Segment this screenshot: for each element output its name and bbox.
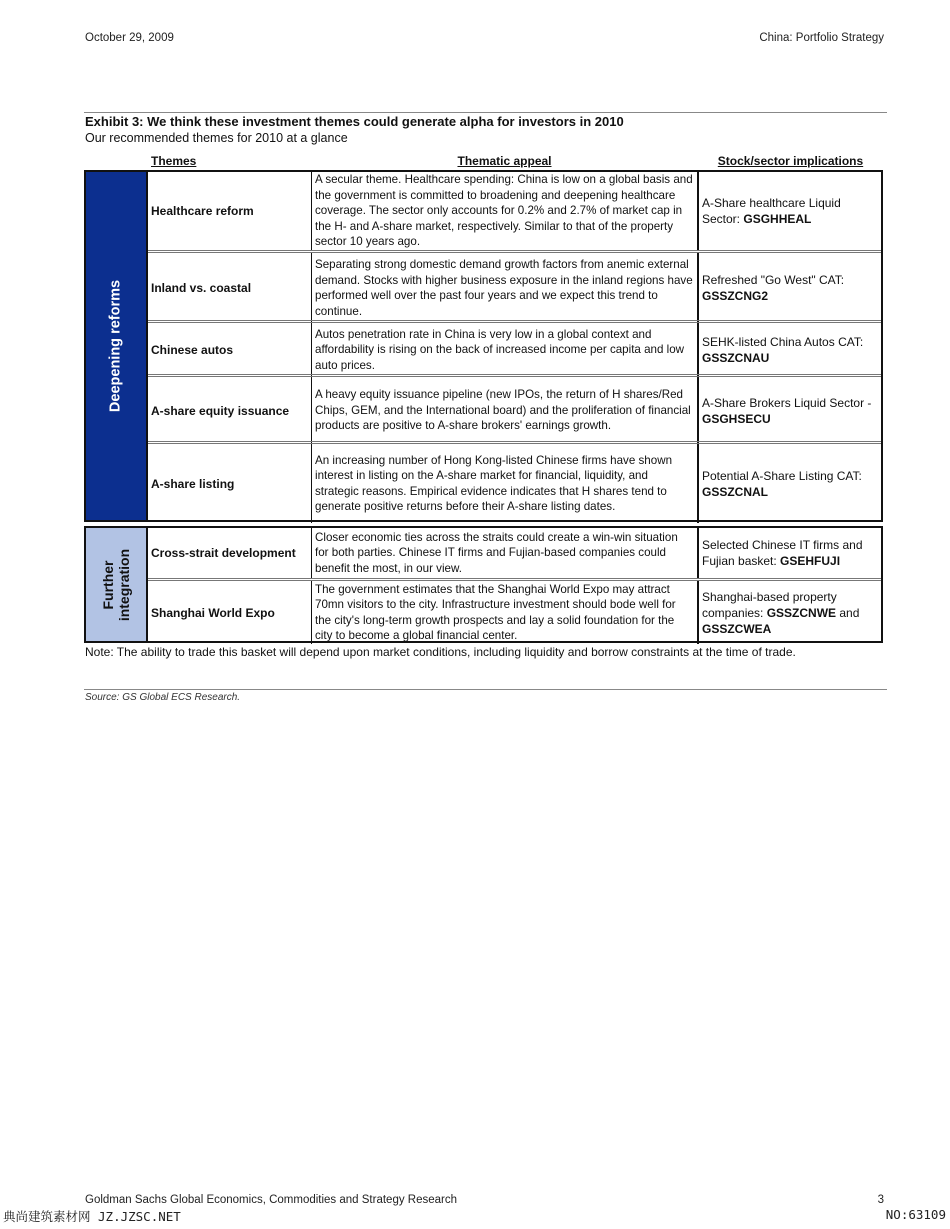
table-row — [148, 250, 881, 323]
thematic-appeal: Autos penetration rate in China is very low in a global context and affordability is rising on the back of increased income per capita and low auto prices. — [312, 323, 699, 377]
theme-name: Chinese autos — [148, 323, 312, 377]
thematic-appeal: The government estimates that the Shanghai World Expo may attract 70mn visitors to the city. Infrastructure investment should bode well for the city's long-term growth prospects and lay a solid foundation for the city to become a global financial center. — [312, 581, 699, 644]
stock-implication — [699, 172, 881, 250]
basket-code: GSEHFUJI — [780, 554, 841, 568]
implication-text: Potential A-Share Listing CAT: — [702, 468, 862, 483]
table-row — [148, 578, 881, 644]
group-label-cell — [86, 172, 148, 520]
theme-name: Shanghai World Expo — [148, 581, 312, 644]
thematic-appeal: A secular theme. Healthcare spending: China is low on a global basis and the government is committed to broadening and deepening healthcare coverage. The sector only accounts for 0.2% and 2.7% of market cap in the H- and A-share market, respectively. Similar to that of the property sector 10 years ago. — [312, 172, 699, 250]
table-row — [148, 374, 881, 444]
basket-code: GSSZCNWE — [766, 605, 837, 620]
implication-text: SEHK-listed China Autos CAT: — [702, 335, 864, 349]
group-label: Further integration — [99, 548, 132, 621]
theme-name: Cross-strait development — [148, 528, 312, 578]
thematic-appeal: An increasing number of Hong Kong-listed Chinese firms have shown interest in listing on the A-share market for financial, liquidity, and strategic reasons. Empirical evidence indicates that H shares tend to generate positive returns before their A-share listing dates. — [312, 444, 699, 523]
basket-code: GSSZCWEA — [702, 621, 772, 636]
column-header-themes: Themes — [151, 154, 197, 168]
top-rule — [84, 112, 887, 113]
bottom-rule — [84, 689, 887, 690]
exhibit-title: Exhibit 3: We think these investment themes could generate alpha for investors in 2010 — [85, 114, 624, 129]
table-row — [148, 441, 881, 523]
implication-text: A-Share healthcare Liquid Sector: — [702, 196, 841, 226]
stock-implication — [699, 323, 881, 377]
theme-name: Healthcare reform — [148, 172, 312, 250]
group-label-cell — [86, 528, 148, 641]
page-number: 3 — [877, 1194, 884, 1206]
column-header-appeal: Thematic appeal — [457, 154, 552, 168]
implication-text: Shanghai-based property companies: — [702, 589, 837, 620]
table-group-further-integration — [84, 526, 883, 643]
implication-text: Refreshed "Go West" CAT: — [702, 273, 845, 287]
header-report-title: China: Portfolio Strategy — [759, 32, 884, 44]
basket-code: GSSZCNAL — [702, 484, 768, 499]
implication-text: A-Share Brokers Liquid Sector - — [702, 395, 872, 410]
stock-implication: Shanghai-based property companies: GSSZCNWE and GSSZCWEA — [702, 589, 860, 636]
basket-code: GSGHHEAL — [743, 212, 812, 226]
basket-code: GSSZCNG2 — [702, 289, 769, 303]
exhibit-subtitle: Our recommended themes for 2010 at a glance — [85, 131, 348, 145]
theme-name: Inland vs. coastal — [148, 253, 312, 323]
table-group-deepening-reforms — [84, 170, 883, 522]
theme-name: A-share listing — [148, 444, 312, 523]
stock-implication — [699, 253, 881, 323]
stock-implication — [699, 377, 881, 444]
thematic-appeal: Closer economic ties across the straits could create a win-win situation for both parties. Chinese IT firms and Fujian-based companies could benefit the most, in our view. — [312, 528, 699, 578]
watermark-right: NO:63109 — [885, 1207, 946, 1222]
table-note: Note: The ability to trade this basket will depend upon market conditions, including liquidity and borrow constraints at the time of trade. — [85, 645, 796, 659]
footer-publisher: Goldman Sachs Global Economics, Commodities and Strategy Research — [85, 1194, 458, 1206]
table-row — [148, 528, 881, 578]
stock-implication — [699, 444, 881, 523]
theme-name: A-share equity issuance — [148, 377, 312, 444]
watermark-left: 典尚建筑素材网 JZ.JZSC.NET — [3, 1209, 181, 1224]
table-row — [148, 320, 881, 377]
thematic-appeal: A heavy equity issuance pipeline (new IPOs, the return of H shares/Red Chips, GEM, and the International board) and the proliferation of financial products are positive to A-share brokers' earnings growth. — [312, 377, 699, 444]
group-label: Deepening reforms — [107, 279, 124, 413]
stock-implication — [699, 528, 881, 578]
basket-code: GSGHSECU — [702, 411, 771, 426]
column-header-implications: Stock/sector implications — [717, 154, 864, 168]
header-date: October 29, 2009 — [85, 32, 174, 44]
implication-text: Selected Chinese IT firms and Fujian basket: — [702, 538, 863, 568]
table-row — [148, 172, 881, 250]
basket-code: GSSZCNAU — [702, 351, 770, 365]
thematic-appeal: Separating strong domestic demand growth factors from anemic external demand. Stocks with higher business exposure in the inland regions have performed well over the past four years and we expect this trend to continue. — [312, 253, 699, 323]
source-line: Source: GS Global ECS Research. — [85, 692, 241, 703]
